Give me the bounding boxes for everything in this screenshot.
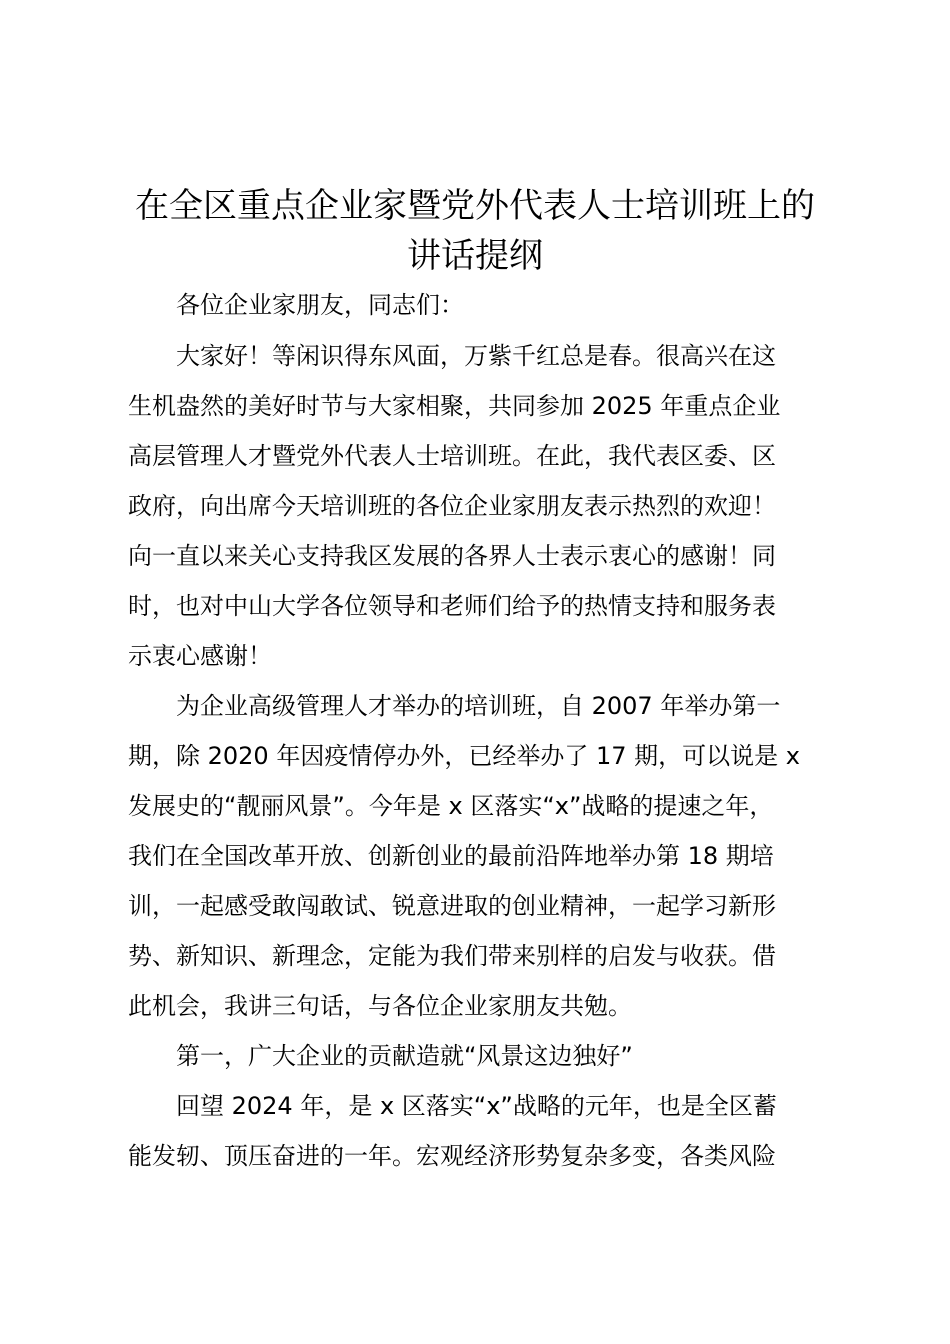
body-line: 向一直以来关心支持我区发展的各界人士表示衷心的感谢！同	[128, 542, 776, 570]
body-line: 回望 2024 年，是 x 区落实“x”战略的元年，也是全区蓄	[176, 1092, 777, 1120]
body-line: 示衷心感谢！	[128, 642, 272, 670]
body-line: 发展史的“靓丽风景”。今年是 x 区落实“x”战略的提速之年，	[128, 792, 774, 820]
document-title-line-1: 在全区重点企业家暨党外代表人士培训班上的	[135, 186, 815, 226]
body-line: 我们在全国改革开放、创新创业的最前沿阵地举办第 18 期培	[128, 842, 774, 870]
salutation: 各位企业家朋友，同志们：	[176, 291, 464, 319]
body-line: 为企业高级管理人才举办的培训班，自 2007 年举办第一	[176, 692, 781, 720]
body-line: 训，一起感受敢闯敢试、锐意进取的创业精神，一起学习新形	[128, 892, 776, 920]
body-line: 高层管理人才暨党外代表人士培训班。在此，我代表区委、区	[128, 442, 776, 470]
body-line: 时，也对中山大学各位领导和老师们给予的热情支持和服务表	[128, 592, 776, 620]
document-title-line-2: 讲话提纲	[407, 236, 543, 276]
body-line: 大家好！等闲识得东风面，万紫千红总是春。很高兴在这	[176, 342, 776, 370]
section-heading: 第一，广大企业的贡献造就“风景这边独好”	[176, 1042, 633, 1070]
body-line: 能发轫、顶压奋进的一年。宏观经济形势复杂多变，各类风险	[128, 1142, 776, 1170]
body-line: 生机盎然的美好时节与大家相聚，共同参加 2025 年重点企业	[128, 392, 781, 420]
body-line: 政府，向出席今天培训班的各位企业家朋友表示热烈的欢迎！	[128, 492, 776, 520]
body-line: 期，除 2020 年因疫情停办外，已经举办了 17 期，可以说是 x	[128, 742, 800, 770]
body-line: 势、新知识、新理念，定能为我们带来别样的启发与收获。借	[128, 942, 776, 970]
body-line: 此机会，我讲三句话，与各位企业家朋友共勉。	[128, 992, 632, 1020]
